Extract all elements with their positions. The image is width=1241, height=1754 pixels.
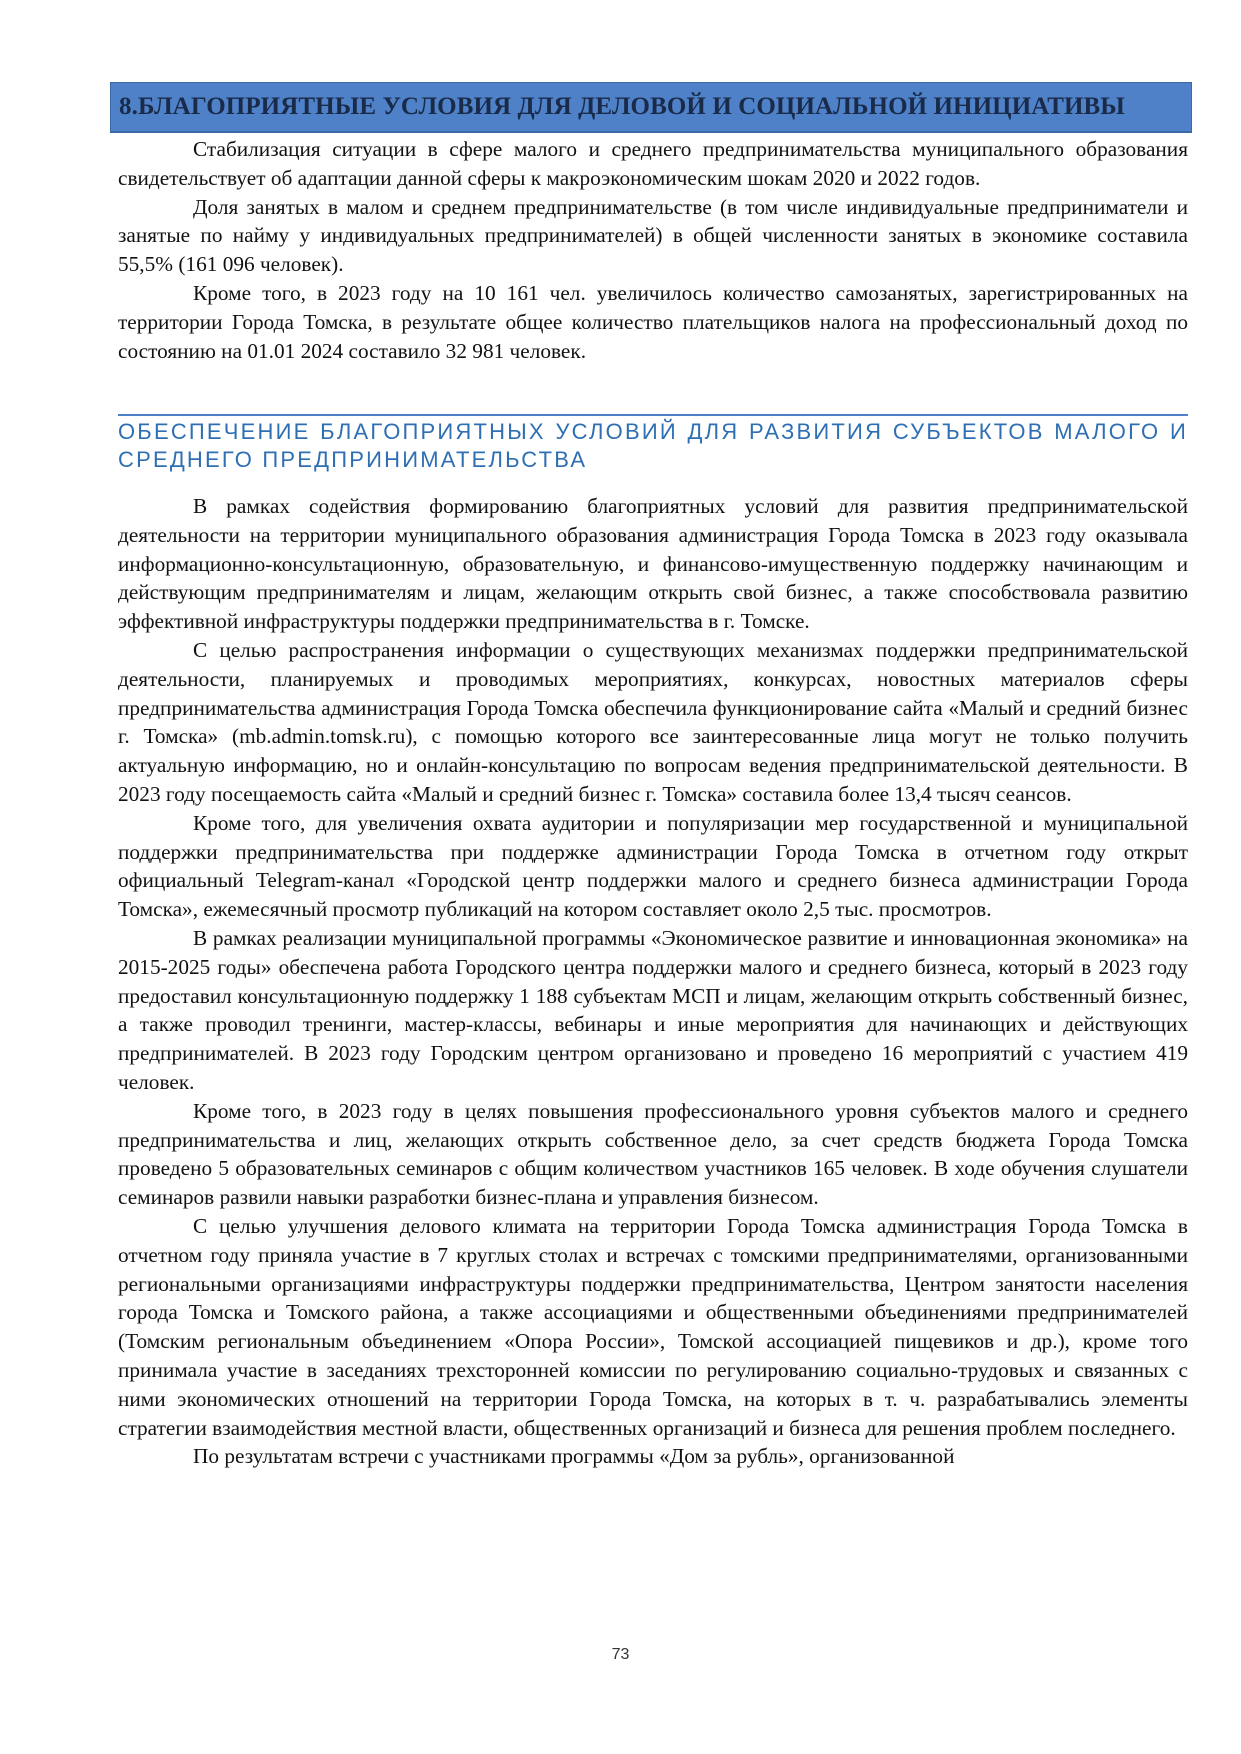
- intro-paragraph: Кроме того, в 2023 году на 10 161 чел. увеличилось количество самозанятых, зарегистрированных на территории Города Томска, в результате общее количество плательщиков налога на профессиональный доход по состоянию на 01.01 2024 составило 32 981 человек.: [118, 280, 1188, 363]
- intro-paragraph: Доля занятых в малом и среднем предпринимательстве (в том числе индивидуальные предприниматели и занятые по найму у индивидуальных предпринимателей) в общей численности занятых в экономике составила 55,5% (161 096 человек).: [118, 194, 1188, 277]
- section-text-block: [118, 492, 1188, 1471]
- chapter-underline: [110, 132, 1192, 133]
- body-paragraph: В рамках содействия формированию благоприятных условий для развития предпринимательской деятельности на территории муниципального образования администрация Города Томска в 2023 году оказывала информационно-консультационную, образовательную, и финансово-имущественную поддержку начинающим и действующим предпринимателям и лицам, желающим открыть свой бизнес, а также способствовала развитию эффективной инфраструктуры поддержки предпринимательства в г. Томске.: [118, 494, 1188, 634]
- body-paragraph: Кроме того, для увеличения охвата аудитории и популяризации мер государственной и муниципальной поддержки предпринимательства при поддержке администрации Города Томска в отчетном году открыт официальный Telegram-канал «Городской центр поддержки малого и среднего бизнеса администрации Города Томска», ежемесячный просмотр публикаций на котором составляет около 2,5 тыс. просмотров.: [118, 810, 1188, 922]
- chapter-header-bar: [110, 82, 1192, 132]
- page-number: 73: [611, 1646, 630, 1663]
- body-paragraph: С целью распространения информации о существующих механизмах поддержки предпринимательской деятельности, планируемых и проводимых мероприятиях, конкурсах, новостных материалов сферы предпринимательства администрация Города Томска обеспечила функционирование сайта «Малый и средний бизнес г. Томска» (mb.admin.tomsk.ru), с помощью которого все заинтересованные лица могут не только получить актуальную информацию, но и онлайн-консультацию по вопросам ведения предпринимательской деятельности. В 2023 году посещаемость сайта «Малый и средний бизнес г. Томска» составила более 13,4 тысяч сеансов.: [118, 637, 1188, 806]
- body-paragraph: По результатам встречи с участниками программы «Дом за рубль», организованной: [193, 1444, 955, 1469]
- body-paragraph: С целью улучшения делового климата на территории Города Томска администрация Города Томска в отчетном году приняла участие в 7 круглых столах и встречах с томскими предпринимателями, организованными региональными организациями инфраструктуры поддержки предпринимательства, Центром занятости населения города Томска и Томского района, а также ассоциациями и общественными объединениями предпринимателей (Томским региональным объединением «Опора России», Томской ассоциацией пищевиков и др.), кроме того принимала участие в заседаниях трехсторонней комиссии по регулированию социально-трудовых и связанных с ними экономических отношений на территории Города Томска, на которых в т. ч. разрабатывались элементы стратегии взаимодействия местной власти, общественных организаций и бизнеса для решения проблем последнего.: [118, 1213, 1188, 1440]
- intro-text-block: [118, 135, 1188, 365]
- section-heading: ОБЕСПЕЧЕНИЕ БЛАГОПРИЯТНЫХ УСЛОВИЙ ДЛЯ РАЗВИТИЯ СУБЪЕКТОВ МАЛОГО И СРЕДНЕГО ПРЕДПРИНИМАТЕЛЬСТВА: [118, 419, 1188, 472]
- body-paragraph: В рамках реализации муниципальной программы «Экономическое развитие и инновационная экономика» на 2015-2025 годы» обеспечена работа Городского центра поддержки малого и среднего бизнеса, который в 2023 году предоставил консультационную поддержку 1 188 субъектам МСП и лицам, желающим открыть собственный бизнес, а также проводил тренинги, мастер-классы, вебинары и иные мероприятия для начинающих и действующих предпринимателей. В 2023 году Городским центром организовано и проведено 16 мероприятий с участием 419 человек.: [118, 925, 1188, 1094]
- intro-paragraph: Стабилизация ситуации в сфере малого и среднего предпринимательства муниципального образования свидетельствует об адаптации данной сферы к макроэкономическим шокам 2020 и 2022 годов.: [118, 137, 1188, 190]
- body-paragraph: Кроме того, в 2023 году в целях повышения профессионального уровня субъектов малого и среднего предпринимательства и лиц, желающих открыть собственное дело, за счет средств бюджета Города Томска проведено 5 образовательных семинаров с общим количеством участников 165 человек. В ходе обучения слушатели семинаров развили навыки разработки бизнес-плана и управления бизнесом.: [118, 1098, 1188, 1210]
- chapter-title: 8.БЛАГОПРИЯТНЫЕ УСЛОВИЯ ДЛЯ ДЕЛОВОЙ И СОЦИАЛЬНОЙ ИНИЦИАТИВЫ: [119, 93, 1125, 120]
- section-divider: [118, 414, 1188, 416]
